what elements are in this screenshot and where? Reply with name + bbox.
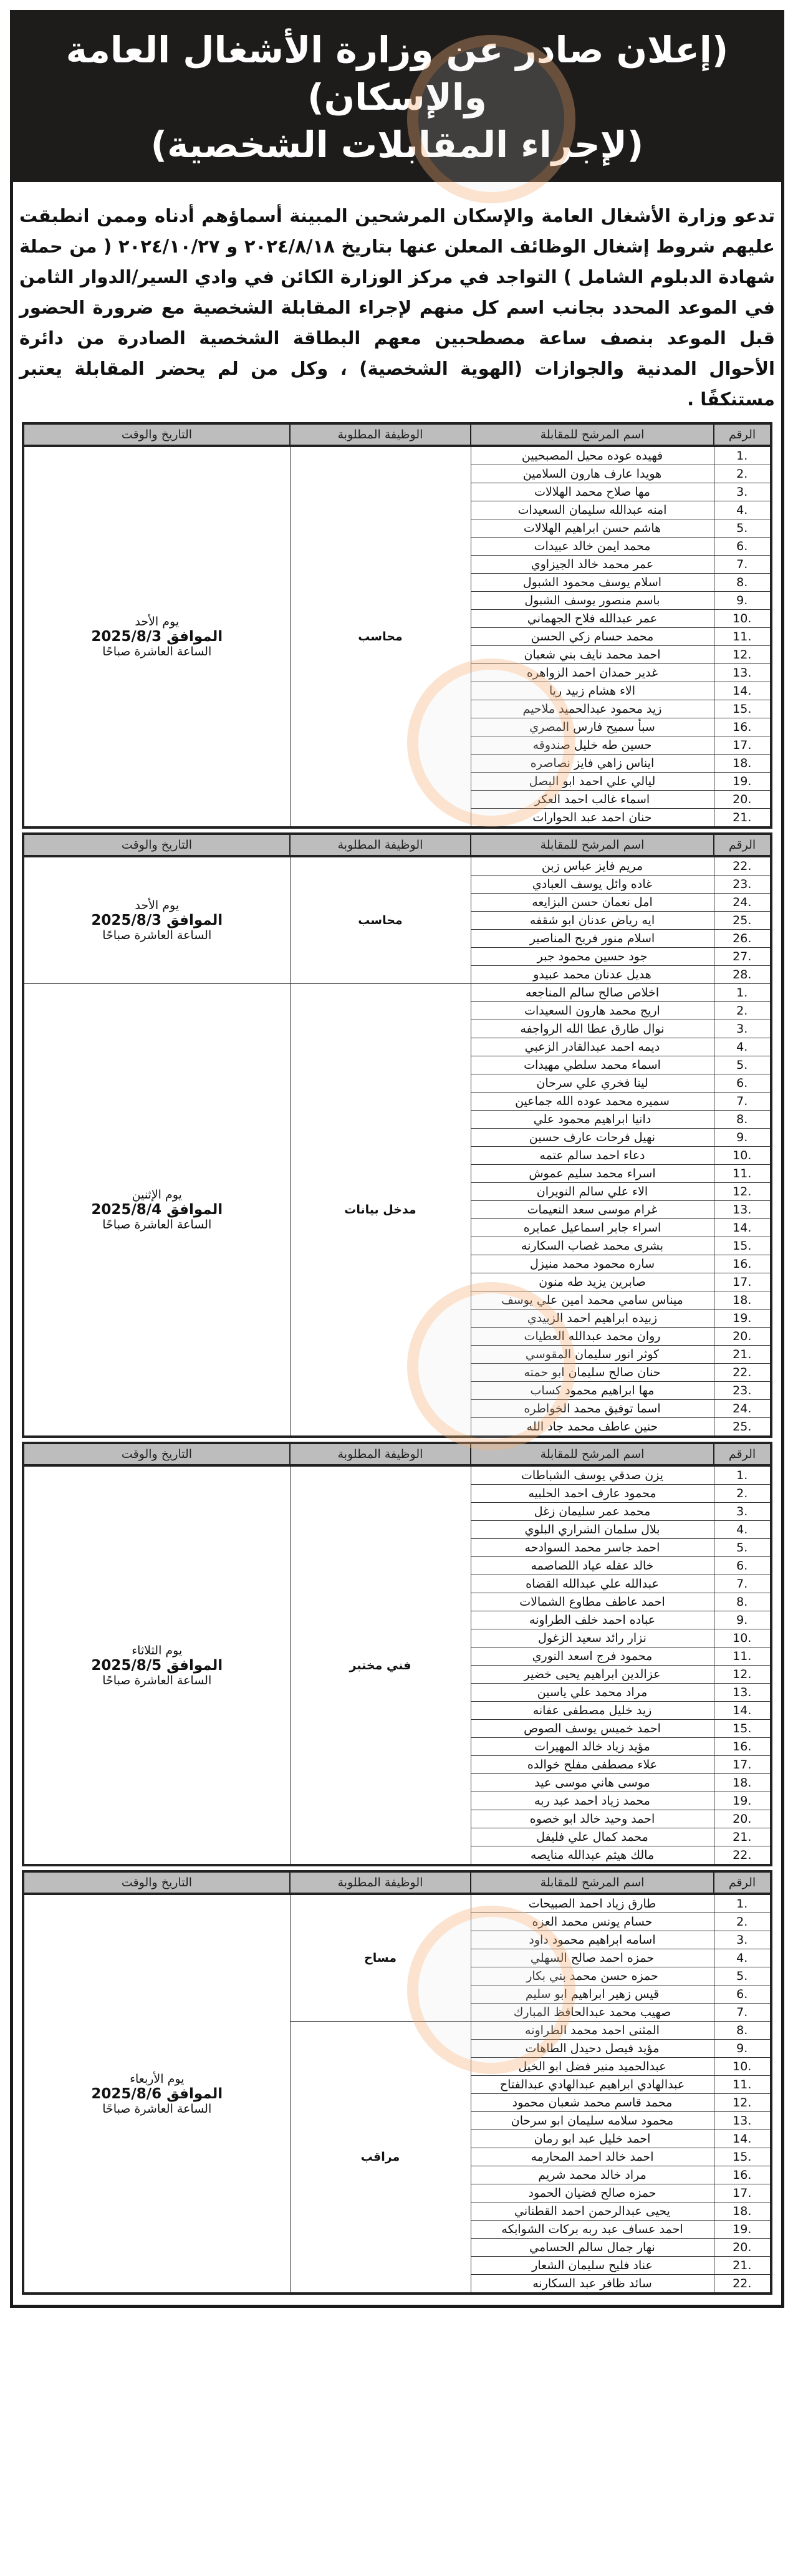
title-banner [10, 10, 784, 182]
row-number: 1. [714, 1465, 771, 1485]
candidate-name: محمد كمال علي فليفل [471, 1828, 714, 1846]
interview-date: الموافق 2025/8/3 [91, 629, 223, 645]
candidate-name: محمد حسام زكي الحسن [471, 628, 714, 646]
row-number: 16. [714, 1738, 771, 1756]
row-number: 16. [714, 2166, 771, 2184]
candidate-name: محمد قاسم محمد شعبان محمود [471, 2094, 714, 2112]
title-line-2: (لإجراء المقابلات الشخصية) [150, 123, 644, 166]
candidate-name: موسى هاني موسى عيد [471, 1774, 714, 1792]
interview-datetime [23, 856, 290, 984]
interview-time: الساعة العاشرة صباحًا [102, 645, 212, 658]
candidate-name: المثنى احمد محمد الطراونه [471, 2022, 714, 2040]
candidate-name: الاء هشام زبيد ريا [471, 682, 714, 700]
row-number: 8. [714, 1111, 771, 1129]
candidate-name: اريج محمد هارون السعيدات [471, 1002, 714, 1020]
row-number: 1. [714, 1894, 771, 1913]
row-number: 5. [714, 519, 771, 538]
candidate-name: محمود عارف احمد الحلبيه [471, 1485, 714, 1503]
candidate-name: مؤيد زياد خالد المهيرات [471, 1738, 714, 1756]
candidate-name: زيد محمود عبدالحميد ملاحيم [471, 700, 714, 718]
row-number: 21. [714, 1346, 771, 1364]
candidate-name: مالك هيثم عبدالله منايصه [471, 1846, 714, 1866]
candidate-name: علاء مصطفى مفلح خوالده [471, 1756, 714, 1774]
candidate-name: يزن صدقي يوسف الشباطات [471, 1465, 714, 1485]
row-number: 14. [714, 1219, 771, 1237]
row-number: 22. [714, 1846, 771, 1866]
header-datetime: التاريخ والوقت [23, 1443, 290, 1465]
candidate-name: عزالدين ابراهيم يحيى خضير [471, 1666, 714, 1684]
candidate-name: احمد خالد احمد المحارمه [471, 2148, 714, 2166]
row-number: 4. [714, 501, 771, 519]
candidate-name: ميناس سامي محمد امين علي يوسف [471, 1291, 714, 1310]
row-number: 10. [714, 2058, 771, 2076]
schedule-table [22, 422, 772, 829]
interview-datetime [23, 984, 290, 1437]
candidate-name: اسامه ابراهيم محمود داود [471, 1931, 714, 1949]
interview-time: الساعة العاشرة صباحًا [102, 1218, 212, 1232]
candidate-name: نزار رائد سعيد الزغول [471, 1629, 714, 1647]
candidate-name: غدير حمدان احمد الزواهره [471, 664, 714, 682]
row-number: 11. [714, 2076, 771, 2094]
candidate-name: مؤيد فيصل دحيدل الطاهات [471, 2040, 714, 2058]
row-number: 15. [714, 2148, 771, 2166]
candidate-name: بشرى محمد غصاب السكارنه [471, 1237, 714, 1255]
row-number: 2. [714, 1002, 771, 1020]
row-number: 11. [714, 1165, 771, 1183]
interview-date: الموافق 2025/8/4 [91, 1202, 223, 1218]
header-candidate-name: اسم المرشح للمقابلة [471, 423, 714, 446]
row-number: 18. [714, 2202, 771, 2221]
candidate-name: غرام موسى سعد النعيمات [471, 1201, 714, 1219]
candidate-name: اسراء محمد سليم عموش [471, 1165, 714, 1183]
row-number: 2. [714, 1485, 771, 1503]
candidate-name: ساره محمود محمد منيزل [471, 1255, 714, 1273]
header-datetime: التاريخ والوقت [23, 834, 290, 856]
candidate-name: ايه رياض عدنان ابو شقفه [471, 912, 714, 930]
candidate-name: عناد فليح سليمان الشعار [471, 2257, 714, 2275]
row-number: 7. [714, 1575, 771, 1593]
row-number: 12. [714, 646, 771, 664]
row-number: 22. [714, 856, 771, 876]
candidate-name: اسلام يوسف محمود الشبول [471, 574, 714, 592]
interview-datetime [23, 1894, 290, 2294]
row-number: 24. [714, 894, 771, 912]
row-number: 21. [714, 809, 771, 828]
row-number: 19. [714, 1792, 771, 1810]
row-number: 3. [714, 1931, 771, 1949]
row-number: 21. [714, 1828, 771, 1846]
candidate-name: يحيى عبدالرحمن احمد القطناني [471, 2202, 714, 2221]
candidate-name: حنان صالح سليمان ابو حمته [471, 1364, 714, 1382]
header-job: الوظيفة المطلوبة [290, 1443, 471, 1465]
candidate-name: محمد ايمن خالد عبيدات [471, 538, 714, 556]
candidate-name: سميره محمد عوده الله جماعين [471, 1093, 714, 1111]
candidate-name: مريم فايز عباس زبن [471, 856, 714, 876]
candidate-name: اسلام منور فريح المناصير [471, 930, 714, 948]
interview-date: الموافق 2025/8/5 [91, 1657, 223, 1674]
job-title: مراقب [290, 2022, 471, 2294]
candidate-name: احمد عساف عبد ربه بركات الشوابكه [471, 2221, 714, 2239]
row-number: 7. [714, 2004, 771, 2022]
candidate-name: عبدالهادي ابراهيم عبدالهادي عبدالفتاح [471, 2076, 714, 2094]
row-number: 17. [714, 2184, 771, 2202]
row-number: 22. [714, 2275, 771, 2294]
candidate-name: احمد وحيد خالد ابو خصوه [471, 1810, 714, 1828]
schedule-table [22, 1870, 772, 2295]
candidate-name: هويدا عارف هارون السلامين [471, 465, 714, 483]
candidate-name: الاء علي سالم النويران [471, 1183, 714, 1201]
candidate-name: سبأ سميح فارس المصري [471, 718, 714, 736]
row-number: 12. [714, 2094, 771, 2112]
row-number: 1. [714, 984, 771, 1002]
candidate-name: احمد خميس يوسف الصوص [471, 1720, 714, 1738]
candidate-name: ايناس زاهي فايز نصاصره [471, 755, 714, 773]
candidate-name: احمد عاطف مطاوع الشمالات [471, 1593, 714, 1611]
row-number: 17. [714, 1756, 771, 1774]
row-number: 18. [714, 1291, 771, 1310]
interview-day: يوم الأحد [135, 899, 180, 912]
candidate-name: روان محمد عبدالله العطيات [471, 1328, 714, 1346]
row-number: 23. [714, 876, 771, 894]
row-number: 22. [714, 1364, 771, 1382]
candidate-name: امل نعمان حسن البزايعه [471, 894, 714, 912]
row-number: 20. [714, 2239, 771, 2257]
schedule-tables [13, 418, 781, 2305]
table-row [23, 1894, 771, 1913]
row-number: 5. [714, 1056, 771, 1074]
candidate-name: احمد خليل عبد ابو رمان [471, 2130, 714, 2148]
table-header-row [23, 834, 771, 856]
row-number: 4. [714, 1521, 771, 1539]
candidate-name: حسين طه خليل صندوقه [471, 736, 714, 755]
row-number: 19. [714, 1310, 771, 1328]
schedule-table [22, 1442, 772, 1866]
row-number: 15. [714, 1237, 771, 1255]
row-number: 8. [714, 2022, 771, 2040]
candidate-name: اسماء محمد سلطي مهيدات [471, 1056, 714, 1074]
candidate-name: صابرين يزيد طه منون [471, 1273, 714, 1291]
header-candidate-name: اسم المرشح للمقابلة [471, 1443, 714, 1465]
row-number: 14. [714, 2130, 771, 2148]
row-number: 16. [714, 718, 771, 736]
job-title: مساح [290, 1894, 471, 2022]
candidate-name: لينا فخري علي سرحان [471, 1074, 714, 1093]
candidate-name: حنان احمد عبد الحوارات [471, 809, 714, 828]
job-title: محاسب [290, 446, 471, 827]
row-number: 5. [714, 1967, 771, 1985]
table-row [23, 984, 771, 1002]
schedule-table [22, 832, 772, 1438]
job-title: فني مختبر [290, 1465, 471, 1865]
table-row [23, 446, 771, 465]
candidate-name: محمود فرج اسعد النوري [471, 1647, 714, 1666]
candidate-name: زبيده ابراهيم احمد الزبيدي [471, 1310, 714, 1328]
row-number: 10. [714, 610, 771, 628]
candidate-name: ديمه احمد عبدالقادر الزعبي [471, 1038, 714, 1056]
row-number: 23. [714, 1382, 771, 1400]
candidate-name: مها ابراهيم محمود كساب [471, 1382, 714, 1400]
row-number: 17. [714, 736, 771, 755]
candidate-name: جود حسين محمود جبر [471, 948, 714, 966]
row-number: 6. [714, 538, 771, 556]
header-datetime: التاريخ والوقت [23, 1871, 290, 1894]
row-number: 9. [714, 592, 771, 610]
candidate-name: ليالي علي احمد ابو البصل [471, 773, 714, 791]
candidate-name: عمر عبدالله فلاح الجهماني [471, 610, 714, 628]
header-datetime: التاريخ والوقت [23, 423, 290, 446]
candidate-name: اخلاص صالح سالم المناجعه [471, 984, 714, 1002]
candidate-name: بلال سلمان الشراري البلوي [471, 1521, 714, 1539]
candidate-name: صهيب محمد عبدالحافظ المبارك [471, 2004, 714, 2022]
row-number: 3. [714, 483, 771, 501]
row-number: 7. [714, 556, 771, 574]
candidate-name: اسماء غالب احمد العكر [471, 791, 714, 809]
row-number: 13. [714, 1684, 771, 1702]
row-number: 13. [714, 2112, 771, 2130]
interview-date: الموافق 2025/8/3 [91, 912, 223, 929]
candidate-name: حنين عاطف محمد جاد الله [471, 1418, 714, 1437]
row-number: 27. [714, 948, 771, 966]
table-row [23, 856, 771, 876]
interview-datetime [23, 446, 290, 827]
row-number: 28. [714, 966, 771, 984]
row-number: 21. [714, 2257, 771, 2275]
row-number: 6. [714, 1985, 771, 2004]
candidate-name: فهيده عوده محيل المصبحيين [471, 446, 714, 465]
interview-time: الساعة العاشرة صباحًا [102, 2101, 212, 2116]
candidate-name: مراد محمد علي ياسين [471, 1684, 714, 1702]
job-title: محاسب [290, 856, 471, 984]
row-number: 9. [714, 2040, 771, 2058]
row-number: 12. [714, 1183, 771, 1201]
job-title: مدخل بيانات [290, 984, 471, 1437]
row-number: 19. [714, 2221, 771, 2239]
row-number: 13. [714, 1201, 771, 1219]
candidate-name: حمزه صالح فضيان الحمود [471, 2184, 714, 2202]
header-job: الوظيفة المطلوبة [290, 1871, 471, 1894]
row-number: 19. [714, 773, 771, 791]
row-number: 4. [714, 1038, 771, 1056]
table-header-row [23, 1443, 771, 1465]
candidate-name: دعاء احمد سالم عتمه [471, 1147, 714, 1165]
row-number: 14. [714, 682, 771, 700]
row-number: 2. [714, 1913, 771, 1931]
candidate-name: احمد جاسر محمد السوادحه [471, 1539, 714, 1557]
header-num: الرقم [714, 834, 771, 856]
row-number: 18. [714, 755, 771, 773]
row-number: 7. [714, 1093, 771, 1111]
row-number: 15. [714, 700, 771, 718]
row-number: 25. [714, 1418, 771, 1437]
candidate-name: حمزه حسن محمد بني بكار [471, 1967, 714, 1985]
interview-datetime [23, 1465, 290, 1865]
candidate-name: دانيا ابراهيم محمود علي [471, 1111, 714, 1129]
candidate-name: مراد خالد محمد شريم [471, 2166, 714, 2184]
candidate-name: هاشم حسن ابراهيم الهلالات [471, 519, 714, 538]
candidate-name: زيد خليل مصطفى عفانه [471, 1702, 714, 1720]
table-header-row [23, 423, 771, 446]
announcement-frame [10, 10, 784, 2308]
row-number: 1. [714, 446, 771, 465]
candidate-name: باسم منصور يوسف الشبول [471, 592, 714, 610]
interview-time: الساعة العاشرة صباحًا [102, 929, 212, 942]
candidate-name: محمد عمر سليمان زغل [471, 1503, 714, 1521]
candidate-name: احمد محمد نايف بني شعبان [471, 646, 714, 664]
candidate-name: عمر محمد خالد الجيزاوي [471, 556, 714, 574]
candidate-name: نهيل فرحات عارف حسين [471, 1129, 714, 1147]
row-number: 16. [714, 1255, 771, 1273]
interview-date: الموافق 2025/8/6 [91, 2085, 223, 2102]
interview-day: يوم الإثنين [132, 1188, 182, 1202]
candidate-name: نوال طارق عطا الله الرواجفه [471, 1020, 714, 1038]
row-number: 11. [714, 1647, 771, 1666]
candidate-name: اسما توفيق محمد الخواطره [471, 1400, 714, 1418]
row-number: 24. [714, 1400, 771, 1418]
candidate-name: محمد زياد احمد عبد ربه [471, 1792, 714, 1810]
row-number: 20. [714, 1328, 771, 1346]
row-number: 8. [714, 1593, 771, 1611]
header-job: الوظيفة المطلوبة [290, 423, 471, 446]
row-number: 9. [714, 1611, 771, 1629]
interview-day: يوم الثلاثاء [132, 1643, 183, 1657]
row-number: 6. [714, 1074, 771, 1093]
row-number: 4. [714, 1949, 771, 1967]
row-number: 6. [714, 1557, 771, 1575]
candidate-name: نهار جمال سالم الحسامي [471, 2239, 714, 2257]
candidate-name: حسام يونس محمد العزه [471, 1913, 714, 1931]
interview-day: يوم الأحد [135, 615, 180, 629]
header-num: الرقم [714, 1871, 771, 1894]
candidate-name: طارق زياد احمد الصبيحات [471, 1894, 714, 1913]
row-number: 15. [714, 1720, 771, 1738]
candidate-name: عباده احمد خلف الطراونه [471, 1611, 714, 1629]
candidate-name: سائد ظافر عبد السكارنه [471, 2275, 714, 2294]
row-number: 3. [714, 1020, 771, 1038]
row-number: 10. [714, 1629, 771, 1647]
table-row [23, 1465, 771, 1485]
candidate-name: محمود سلامه سليمان ابو سرحان [471, 2112, 714, 2130]
interview-time: الساعة العاشرة صباحًا [102, 1673, 212, 1687]
candidate-name: امنه عبدالله سليمان السعيدات [471, 501, 714, 519]
interview-day: يوم الأربعاء [130, 2072, 185, 2086]
row-number: 26. [714, 930, 771, 948]
row-number: 14. [714, 1702, 771, 1720]
row-number: 17. [714, 1273, 771, 1291]
candidate-name: اسراء جابر اسماعيل عمايره [471, 1219, 714, 1237]
table-header-row [23, 1871, 771, 1894]
candidate-name: خالد عقله عياد اللصاصمه [471, 1557, 714, 1575]
candidate-name: هديل عدنان محمد عبيدو [471, 966, 714, 984]
row-number: 25. [714, 912, 771, 930]
candidate-name: غاده وائل يوسف العبادي [471, 876, 714, 894]
header-candidate-name: اسم المرشح للمقابلة [471, 1871, 714, 1894]
row-number: 11. [714, 628, 771, 646]
header-num: الرقم [714, 423, 771, 446]
row-number: 20. [714, 791, 771, 809]
row-number: 18. [714, 1774, 771, 1792]
candidate-name: قيس زهير ابراهيم ابو سليم [471, 1985, 714, 2004]
row-number: 5. [714, 1539, 771, 1557]
title-line-1: (إعلان صادر عن وزارة الأشغال العامة والإسكان) [65, 29, 729, 118]
intro-paragraph: تدعو وزارة الأشغال العامة والإسكان المرشحين المبينة أسماؤهم أدناه وممن انطبقت عليهم شروط إشغال الوظائف المعلن عنها بتاريخ ٢٠٢٤/٨/١٨ و ٢٠٢٤/١٠/٢٧ ( من حملة شهادة الدبلوم الشامل ) التواجد في مركز الوزارة الكائن في وادي السير/الدوار الثامن في الموعد المحدد بجانب اسم كل منهم لإجراء المقابلة الشخصية مع ضرورة الحضور قبل الموعد بنصف ساعة مصطحبين معهم البطاقة الشخصية الصادرة من دائرة الأحوال المدنية والجوازات (الهوية الشخصية) ، وكل من لم يحضر المقابلة يعتبر مستنكفًا . [19, 205, 775, 410]
row-number: 13. [714, 664, 771, 682]
row-number: 10. [714, 1147, 771, 1165]
candidate-name: عبدالحميد منير فضل ابو الخيل [471, 2058, 714, 2076]
candidate-name: حمزه احمد صالح السهلي [471, 1949, 714, 1967]
candidate-name: عبدالله علي عبدالله القضاه [471, 1575, 714, 1593]
row-number: 20. [714, 1810, 771, 1828]
row-number: 2. [714, 465, 771, 483]
candidate-name: كوثر انور سليمان المقوسي [471, 1346, 714, 1364]
row-number: 9. [714, 1129, 771, 1147]
row-number: 12. [714, 1666, 771, 1684]
row-number: 8. [714, 574, 771, 592]
candidate-name: مها صلاح محمد الهلالات [471, 483, 714, 501]
header-num: الرقم [714, 1443, 771, 1465]
row-number: 3. [714, 1503, 771, 1521]
header-job: الوظيفة المطلوبة [290, 834, 471, 856]
header-candidate-name: اسم المرشح للمقابلة [471, 834, 714, 856]
